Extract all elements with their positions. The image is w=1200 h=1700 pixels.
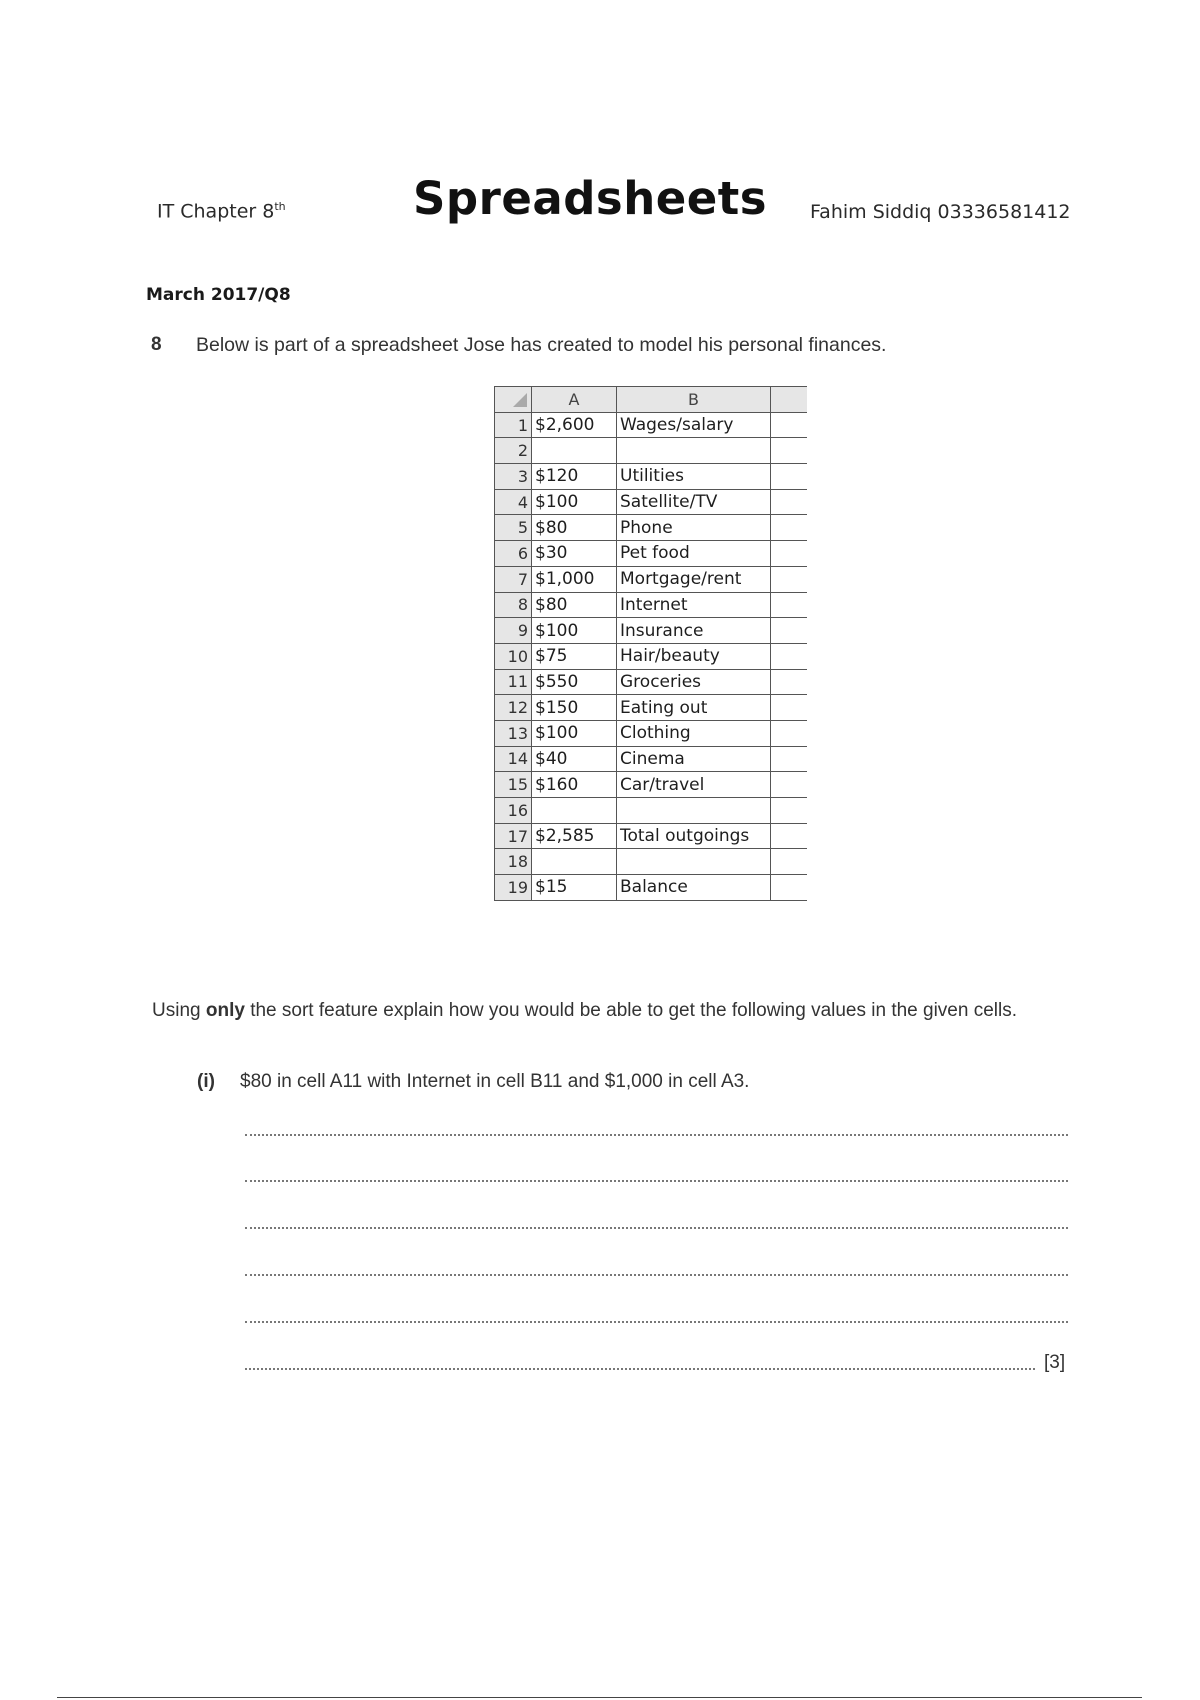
- chapter-label-sup: th: [274, 200, 286, 213]
- cell-c: [771, 464, 807, 490]
- footer-rule: [57, 1697, 1142, 1698]
- spreadsheet-table: [494, 386, 807, 901]
- row-number: 1: [495, 412, 532, 438]
- instruction-emphasis: only: [205, 1000, 245, 1021]
- cell-c: [771, 643, 807, 669]
- cell-a: $40: [532, 746, 617, 772]
- row-number: 4: [495, 489, 532, 515]
- cell-a: [532, 798, 617, 824]
- question-reference: March 2017/Q8: [146, 285, 291, 305]
- answer-line[interactable]: [245, 1134, 1068, 1136]
- spreadsheet-row: [495, 566, 807, 592]
- cell-a: $100: [532, 618, 617, 644]
- cell-c: [771, 438, 807, 464]
- question-intro: Below is part of a spreadsheet Jose has created to model his personal finances.: [196, 334, 887, 356]
- column-header-row: [495, 387, 807, 413]
- row-number: 16: [495, 798, 532, 824]
- cell-b: Total outgoings: [617, 823, 771, 849]
- spreadsheet-row: [495, 695, 807, 721]
- spreadsheet-row: [495, 592, 807, 618]
- row-number: 14: [495, 746, 532, 772]
- spreadsheet-row: [495, 875, 807, 901]
- column-header-a: A: [532, 387, 617, 413]
- cell-b: Satellite/TV: [617, 489, 771, 515]
- spreadsheet-row: [495, 618, 807, 644]
- spreadsheet-row: [495, 489, 807, 515]
- cell-c: [771, 566, 807, 592]
- cell-c: [771, 489, 807, 515]
- spreadsheet-row: [495, 515, 807, 541]
- cell-c: [771, 746, 807, 772]
- cell-a: $2,600: [532, 412, 617, 438]
- spreadsheet-row: [495, 412, 807, 438]
- cell-a: [532, 849, 617, 875]
- cell-c: [771, 849, 807, 875]
- spreadsheet-row: [495, 643, 807, 669]
- page-title: Spreadsheets: [413, 172, 768, 225]
- cell-b: [617, 798, 771, 824]
- chapter-label: IT Chapter 8th: [157, 200, 286, 223]
- spreadsheet-row: [495, 669, 807, 695]
- cell-a: $100: [532, 489, 617, 515]
- spreadsheet-row: [495, 541, 807, 567]
- cell-a: $100: [532, 720, 617, 746]
- marks-label: [3]: [1044, 1352, 1066, 1373]
- cell-b: Car/travel: [617, 772, 771, 798]
- answer-line[interactable]: [245, 1274, 1068, 1276]
- cell-b: Hair/beauty: [617, 643, 771, 669]
- cell-b: Mortgage/rent: [617, 566, 771, 592]
- cell-a: $1,000: [532, 566, 617, 592]
- cell-c: [771, 875, 807, 901]
- row-number: 11: [495, 669, 532, 695]
- cell-a: [532, 438, 617, 464]
- cell-c: [771, 669, 807, 695]
- spreadsheet-row: [495, 798, 807, 824]
- select-all-corner: [495, 387, 532, 413]
- answer-line[interactable]: [245, 1180, 1068, 1182]
- row-number: 13: [495, 720, 532, 746]
- select-all-icon: [513, 393, 527, 407]
- cell-b: Utilities: [617, 464, 771, 490]
- row-number: 8: [495, 592, 532, 618]
- cell-c: [771, 412, 807, 438]
- answer-line[interactable]: [245, 1321, 1068, 1323]
- cell-c: [771, 823, 807, 849]
- spreadsheet-row: [495, 849, 807, 875]
- row-number: 15: [495, 772, 532, 798]
- spreadsheet-row: [495, 464, 807, 490]
- row-number: 5: [495, 515, 532, 541]
- cell-c: [771, 695, 807, 721]
- cell-a: $75: [532, 643, 617, 669]
- cell-c: [771, 720, 807, 746]
- author-contact: Fahim Siddiq 03336581412: [810, 201, 1071, 223]
- answer-line[interactable]: [245, 1368, 1035, 1370]
- part-text: $80 in cell A11 with Internet in cell B11 and $1,000 in cell A3.: [240, 1071, 750, 1092]
- cell-c: [771, 772, 807, 798]
- cell-a: $15: [532, 875, 617, 901]
- cell-c: [771, 592, 807, 618]
- cell-a: $80: [532, 592, 617, 618]
- cell-c: [771, 515, 807, 541]
- cell-b: Internet: [617, 592, 771, 618]
- cell-c: [771, 798, 807, 824]
- cell-a: $120: [532, 464, 617, 490]
- spreadsheet-row: [495, 438, 807, 464]
- row-number: 2: [495, 438, 532, 464]
- cell-a: $2,585: [532, 823, 617, 849]
- cell-b: [617, 438, 771, 464]
- cell-c: [771, 541, 807, 567]
- question-number: 8: [151, 334, 162, 355]
- part-label: (i): [197, 1071, 215, 1092]
- cell-b: Insurance: [617, 618, 771, 644]
- cell-b: Cinema: [617, 746, 771, 772]
- row-number: 19: [495, 875, 532, 901]
- spreadsheet-row: [495, 823, 807, 849]
- row-number: 3: [495, 464, 532, 490]
- cell-c: [771, 618, 807, 644]
- row-number: 10: [495, 643, 532, 669]
- cell-b: Phone: [617, 515, 771, 541]
- spreadsheet-row: [495, 772, 807, 798]
- cell-a: $550: [532, 669, 617, 695]
- cell-b: Pet food: [617, 541, 771, 567]
- row-number: 7: [495, 566, 532, 592]
- cell-a: $80: [532, 515, 617, 541]
- column-header-c: [771, 387, 807, 413]
- row-number: 18: [495, 849, 532, 875]
- cell-a: $160: [532, 772, 617, 798]
- row-number: 9: [495, 618, 532, 644]
- spreadsheet-row: [495, 746, 807, 772]
- cell-b: Clothing: [617, 720, 771, 746]
- cell-b: Balance: [617, 875, 771, 901]
- cell-a: $30: [532, 541, 617, 567]
- spreadsheet-row: [495, 720, 807, 746]
- instruction-text: Using only the sort feature explain how you would be able to get the following values in the given cells.: [152, 1000, 1018, 1021]
- cell-b: Wages/salary: [617, 412, 771, 438]
- cell-b: [617, 849, 771, 875]
- cell-b: Eating out: [617, 695, 771, 721]
- row-number: 12: [495, 695, 532, 721]
- cell-a: $150: [532, 695, 617, 721]
- row-number: 17: [495, 823, 532, 849]
- column-header-b: B: [617, 387, 771, 413]
- row-number: 6: [495, 541, 532, 567]
- answer-line[interactable]: [245, 1227, 1068, 1229]
- cell-b: Groceries: [617, 669, 771, 695]
